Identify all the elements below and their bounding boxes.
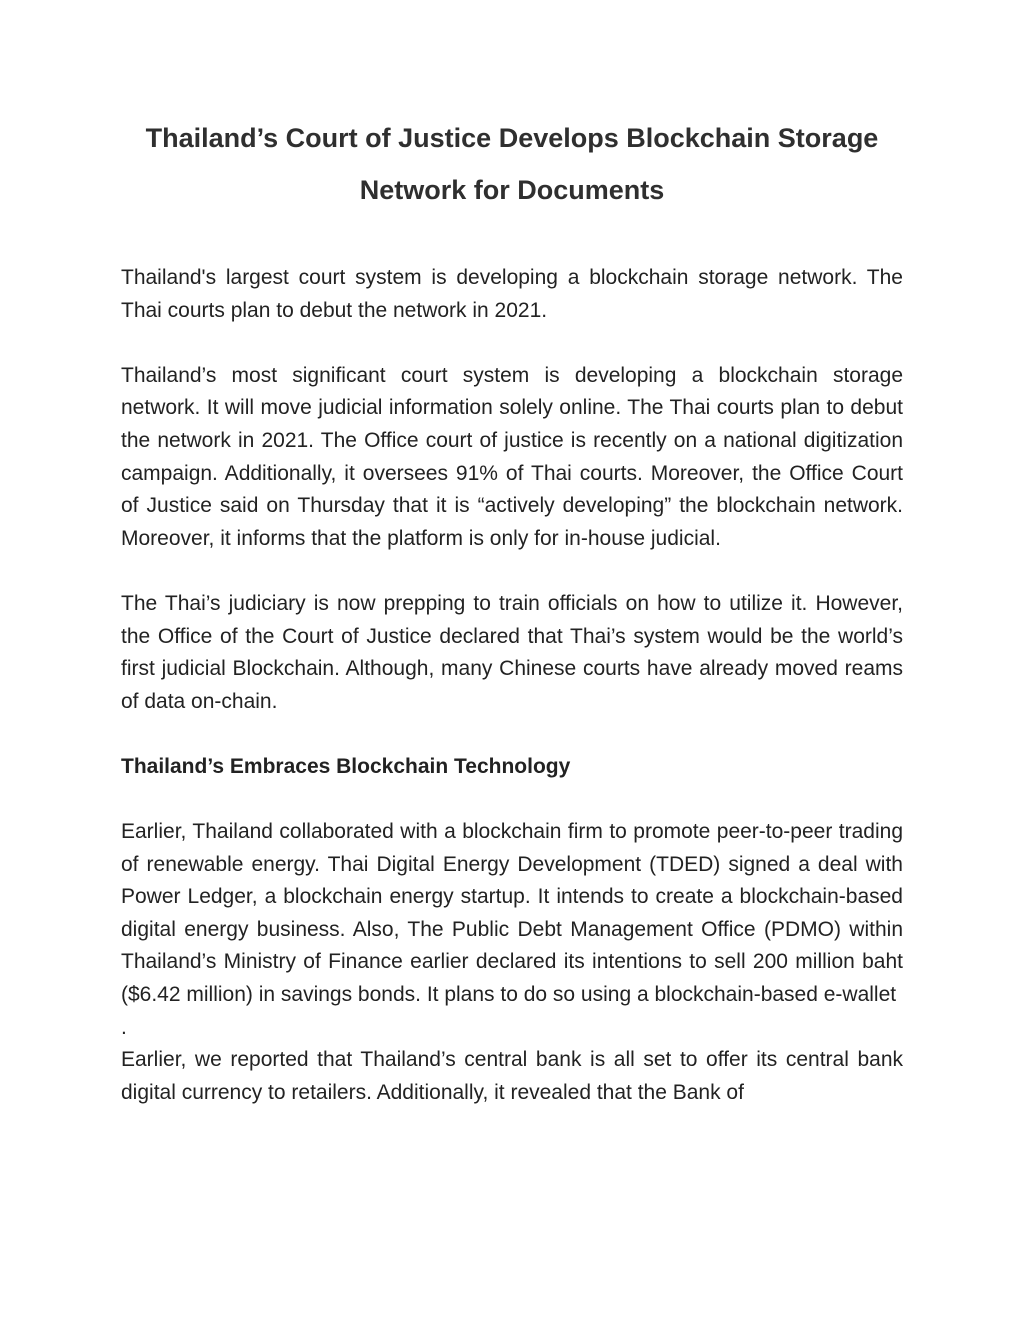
body-paragraph-1: Thailand’s most significant court system is developing a blockchain storage network. It will move judicial information solely online. The Thai courts plan to debut the network in 2021. The Office court of justice is recently on a national digitization campaign. Additionally, it oversees 91% of Thai courts. Moreover, the Office Court of Justice said on Thursday that it is “actively developing” the blockchain network. Moreover, it informs that the platform is only for in-house judicial.	[121, 363, 903, 550]
body-paragraph-2: The Thai’s judiciary is now prepping to train officials on how to utilize it. However, the Office of the Court of Justice declared that Thai’s system would be the world’s first judicial Blockchain. Although, many Chinese courts have already moved reams of data on-chain.	[121, 591, 903, 713]
section-heading: Thailand’s Embraces Blockchain Technology	[121, 754, 571, 778]
closing-paragraph: Earlier, we reported that Thailand’s central bank is all set to offer its central bank digital currency to retailers. Additionally, it revealed that the Bank of	[121, 1048, 903, 1104]
stray-period: .	[121, 1015, 127, 1039]
section-paragraph: Earlier, Thailand collaborated with a blockchain firm to promote peer-to-peer trading of renewable energy. Thai Digital Energy Development (TDED) signed a deal with Power Ledger, a blockchain energy startup. It intends to create a blockchain-based digital energy business. Also, The Public Debt Management Office (PDMO) within Thailand’s Ministry of Finance earlier declared its intentions to sell 200 million baht ($6.42 million) in savings bonds. It plans to do so using a blockchain-based e-wallet	[121, 820, 903, 1007]
intro-paragraph: Thailand's largest court system is developing a blockchain storage network. The Thai courts plan to debut the network in 2021.	[121, 266, 903, 322]
document-title: Thailand’s Court of Justice Develops Blockchain Storage Network for Documents	[145, 123, 879, 205]
document-page	[121, 112, 903, 1109]
